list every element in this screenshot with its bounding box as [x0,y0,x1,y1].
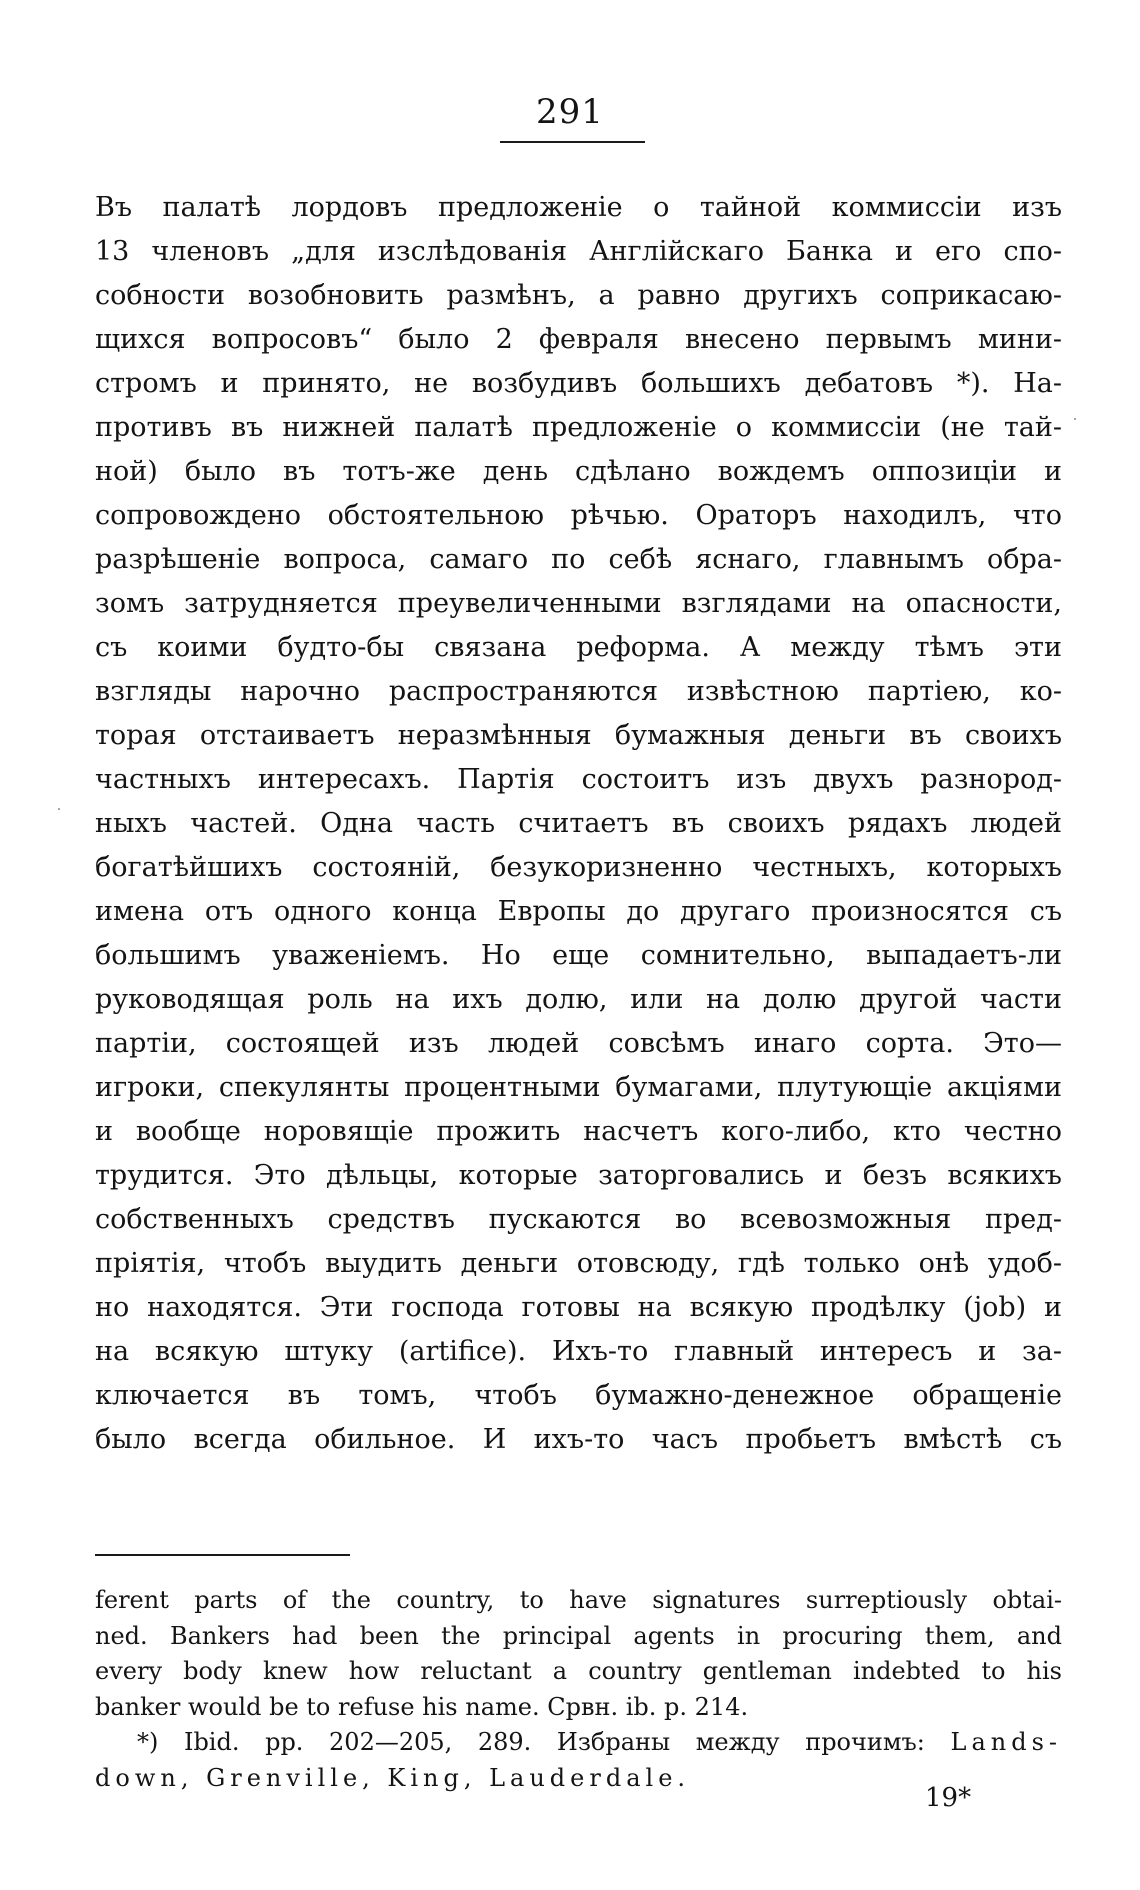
margin-speck [1074,418,1076,420]
text-line: сопровождено обстоятельною рѣчью. Ораторъ находилъ, что [95,500,1062,531]
text-line: торая отстаиваетъ неразмѣнныя бумажныя деньги въ своихъ [95,720,1062,751]
text-line: съ коими будто-бы связана реформа. А между тѣмъ эти [95,632,1062,663]
footnote-star-names: Lands- [950,1728,1062,1756]
text-line: ныхъ частей. Одна часть считаетъ въ своихъ рядахъ людей [95,808,1062,839]
text-line: ключается въ томъ, чтобъ бумажно-денежное обращеніе [95,1380,1062,1411]
text-line: игроки, спекулянты процентными бумагами, плутующіе акціями [95,1072,1062,1103]
text-line: ной) было въ тотъ-же день сдѣлано вождемъ оппозиціи и [95,456,1062,487]
text-line: щихся вопросовъ“ было 2 февраля внесено первымъ мини- [95,324,1062,355]
text-line: зомъ затрудняется преувеличенными взглядами на опасности, [95,588,1062,619]
footnote-star-names-continued: down, Grenville, King, Lauderdale. [95,1763,691,1792]
text-line: стромъ и принято, не возбудивъ большихъ дебатовъ *). На- [95,368,1062,399]
footnote-line: banker would be to refuse his name. Срвн. ib. p. 214. [95,1692,749,1721]
text-line: трудится. Это дѣльцы, которые заторговались и безъ всякихъ [95,1160,1062,1191]
text-line: Въ палатѣ лордовъ предложеніе о тайной коммиссіи изъ [95,192,1062,223]
text-line: и вообще норовящіе прожить насчетъ кого-либо, кто честно [95,1116,1062,1147]
footnote-star-prefix: *) Ibid. pp. 202—205, 289. Избраны между прочимъ: [137,1728,951,1756]
footnote-line: every body knew how reluctant a country gentleman indebted to his [95,1657,1062,1685]
text-line: собности возобновить размѣнъ, а равно другихъ соприкасаю- [95,280,1062,311]
text-line: пріятія, чтобъ выудить деньги отовсюду, гдѣ только онѣ удоб- [95,1248,1062,1279]
text-line: имена отъ одного конца Европы до другаго произносятся съ [95,896,1062,927]
text-line: собственныхъ средствъ пускаются во всевозможныя пред- [95,1204,1062,1235]
text-line: партіи, состоящей изъ людей совсѣмъ инаго сорта. Это— [95,1028,1062,1059]
footnote-line: ferent parts of the country, to have signatures surreptiously obtai- [95,1586,1062,1614]
text-line: разрѣшеніе вопроса, самаго по себѣ яснаго, главнымъ обра- [95,544,1062,575]
footnote-star-line [95,1725,1062,1761]
page-number-rule [500,141,645,143]
text-line: частныхъ интересахъ. Партія состоитъ изъ двухъ разнород- [95,764,1062,795]
text-line: но находятся. Эти господа готовы на всякую продѣлку (job) и [95,1292,1062,1323]
footnote-rule [95,1554,350,1556]
main-text-block [95,186,1062,1462]
text-line: большимъ уваженіемъ. Но еще сомнительно, выпадаетъ-ли [95,940,1062,971]
margin-speck [58,808,60,810]
page-number: 291 [536,92,604,132]
text-line: 13 членовъ „для изслѣдованія Англійскаго Банка и его спо- [95,236,1062,267]
text-line: было всегда обильное. И ихъ-то часъ пробьетъ вмѣстѣ съ [95,1424,1062,1455]
text-line: взгляды нарочно распространяются извѣстною партіею, ко- [95,676,1062,707]
text-line: противъ въ нижней палатѣ предложеніе о коммиссіи (не тай- [95,412,1062,443]
text-line: руководящая роль на ихъ долю, или на долю другой части [95,984,1062,1015]
text-line: на всякую штуку (artifice). Ихъ-то главный интересъ и за- [95,1336,1062,1367]
footnote-line: ned. Bankers had been the principal agents in procuring them, and [95,1621,1062,1650]
signature-mark: 19* [925,1783,972,1813]
footnotes-block [95,1583,1062,1796]
text-line: богатѣйшихъ состояній, безукоризненно честныхъ, которыхъ [95,852,1062,883]
